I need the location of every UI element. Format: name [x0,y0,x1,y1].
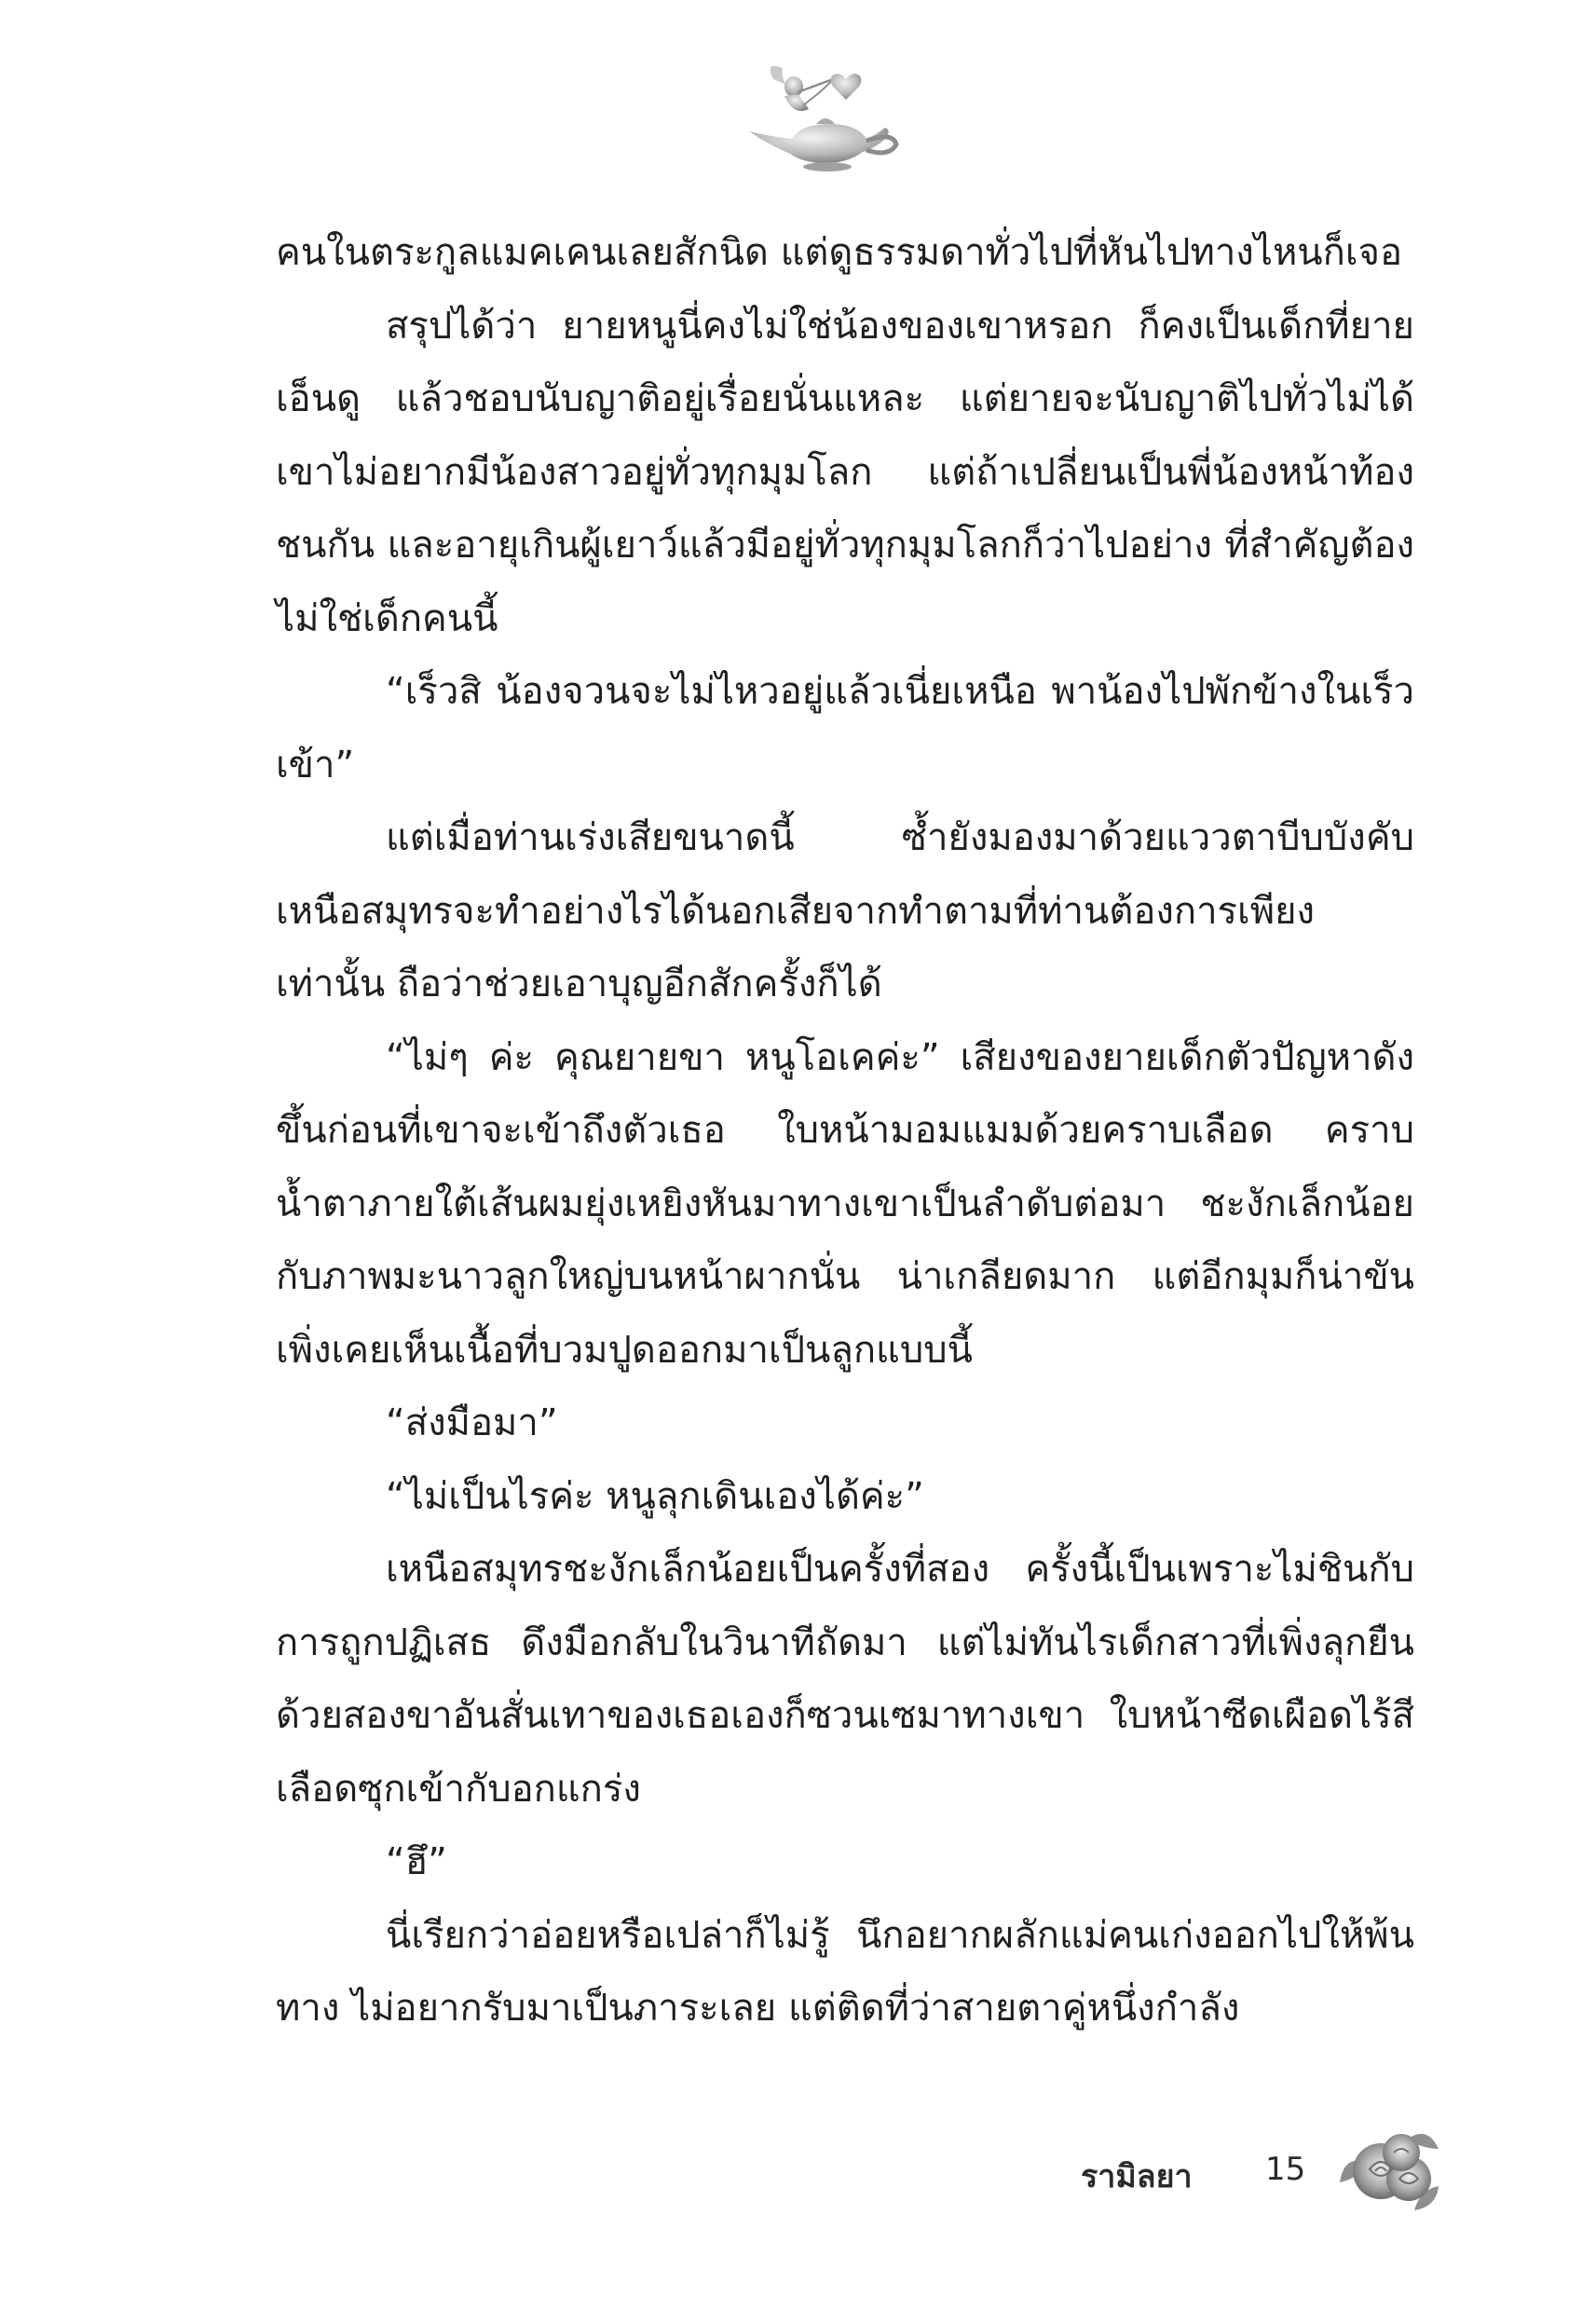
paragraph: สรุปได้ว่า ยายหนูนี่คงไม่ใช่น้องของเขาหรอก ก็คงเป็นเด็กที่ยายเอ็นดู แล้วชอบนับญาติอยู่เรื่อยนั่นแหละ แต่ยายจะนับญาติไปทั่วไม่ได้ เขาไม่อยากมีน้องสาวอยู่ทั่วทุกมุมโลก แต่ถ้าเปลี่ยนเป็นพี่น้องหน้าท้องชนกัน และอายุเกินผู้เยาว์แล้วมีอยู่ทั่วทุกมุมโลกก็ว่าไปอย่าง ที่สำคัญต้องไม่ใช่เด็กคนนี้ [276,304,1414,640]
paragraph: “เร็วสิ น้องจวนจะไม่ไหวอยู่แล้วเนี่ยเหนือ พาน้องไปพักข้างในเร็วเข้า” [276,670,1414,786]
page-number: 15 [1265,2151,1306,2188]
paragraph: คนในตระกูลแมคเคนเลยสักนิด แต่ดูธรรมดาทั่วไปที่หันไปทางไหนก็เจอ [276,231,1403,274]
paragraph: “ส่งมือมา” [386,1402,558,1444]
footer-author: รามิลยา [1081,2158,1193,2195]
paragraph: “ไม่ๆ ค่ะ คุณยายขา หนูโอเคค่ะ” เสียงของยายเด็กตัวปัญหาดังขึ้นก่อนที่เขาจะเข้าถึงตัวเธอ ใบหน้ามอมแมมด้วยคราบเลือด คราบน้ำตาภายใต้เส้นผมยุ่งเหยิงหันมาทางเขาเป็นลำดับต่อมา ชะงักเล็กน้อยกับภาพมะนาวลูกใหญ่บนหน้าผากนั่น น่าเกลียดมาก แต่อีกมุมก็น่าขัน เพิ่งเคยเห็นเนื้อที่บวมปูดออกมาเป็นลูกแบบนี้ [276,1035,1414,1372]
paragraph: เหนือสมุทรชะงักเล็กน้อยเป็นครั้งที่สอง ครั้งนี้เป็นเพราะไม่ชินกับการถูกปฏิเสธ ดึงมือกลับในวินาทีถัดมา แต่ไม่ทันไรเด็กสาวที่เพิ่งลุกยืนด้วยสองขาอันสั่นเทาของเธอเองก็ซวนเซมาทางเขา ใบหน้าซีดเผือดไร้สีเลือดซุกเข้ากับอกแกร่ง [276,1548,1414,1811]
genie-lamp-icon [736,51,913,172]
paragraph: “ฮึ” [386,1840,447,1883]
paragraph: นี่เรียกว่าอ่อยหรือเปล่าก็ไม่รู้ นึกอยากผลักแม่คนเก่งออกไปให้พ้นทาง ไม่อยากรับมาเป็นภาระเลย แต่ติดที่ว่าสายตาคู่หนึ่งกำลัง [276,1913,1414,2030]
paragraph: แต่เมื่อท่านเร่งเสียขนาดนี้ ซ้ำยังมองมาด้วยแววตาบีบบังคับ เหนือสมุทรจะทำอย่างไรได้นอกเสียจากทำตามที่ท่านต้องการเพียงเท่านั้น ถือว่าช่วยเอาบุญอีกสักครั้งก็ได้ [276,816,1414,1005]
rose-icon [1334,2117,1444,2220]
body-text [276,216,1414,2045]
paragraph: “ไม่เป็นไรค่ะ หนูลุกเดินเองได้ค่ะ” [386,1474,924,1518]
